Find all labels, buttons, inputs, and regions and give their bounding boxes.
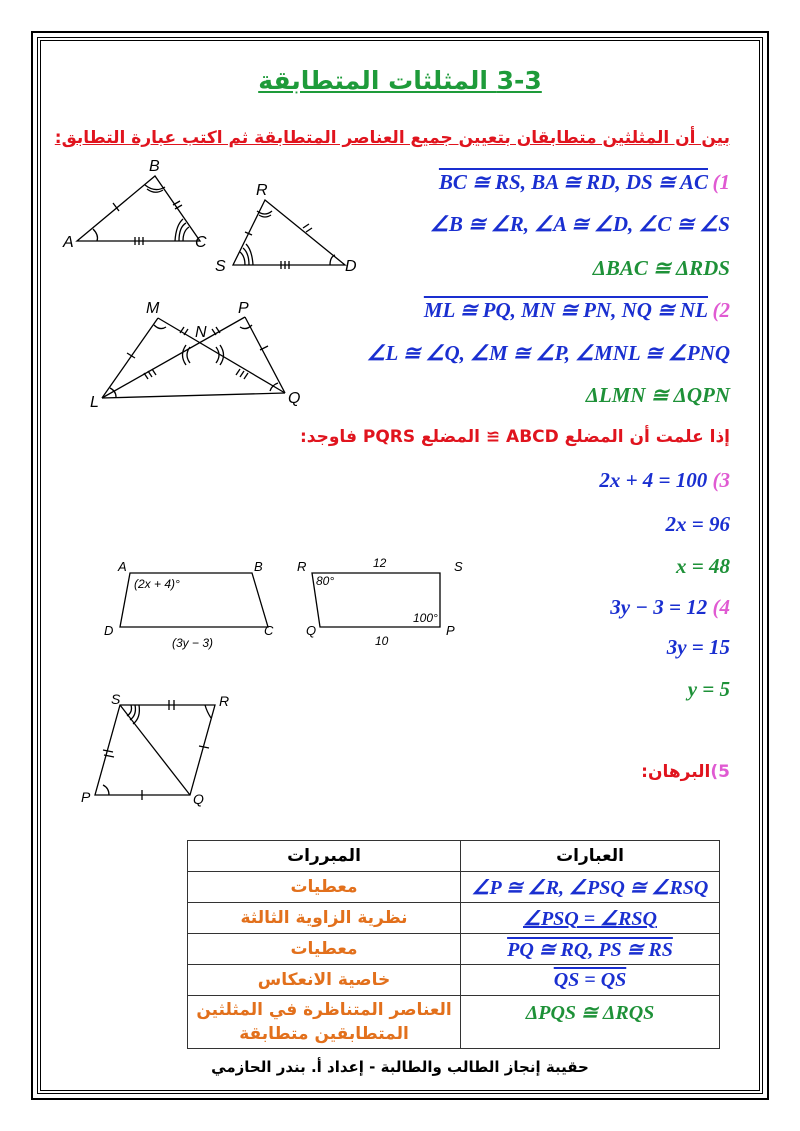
- quad1-label-D: D: [104, 623, 114, 638]
- proof-row: [188, 903, 720, 934]
- tri1-label-B: B: [149, 158, 160, 175]
- tri1-label-A: A: [63, 234, 74, 251]
- problem-3-line3: x = 48: [676, 554, 730, 578]
- fig5-label-P: P: [81, 789, 91, 805]
- proof-table-header: [188, 841, 720, 872]
- quad1-angle-label: (2x + 4)°: [134, 577, 180, 591]
- quad2-label-R: R: [297, 559, 307, 574]
- fig2-label-M: M: [146, 300, 160, 317]
- proof-reason: معطيات: [188, 934, 461, 965]
- tri2-label-D: D: [345, 258, 357, 275]
- figure-proof-5: [75, 690, 245, 810]
- quad1-label-B: B: [254, 559, 263, 574]
- problem-5-number: 5): [710, 762, 730, 782]
- fig2-label-L: L: [90, 394, 99, 411]
- proof-reason: نظرية الزاوية الثالثة: [188, 903, 461, 934]
- quad2-bottom-label: 10: [375, 634, 389, 648]
- problem-1-angles: ∠B ≅ ∠R, ∠A ≅ ∠D, ∠C ≅ ∠S: [430, 212, 730, 236]
- problem-2-statement: ΔLMN ≅ ΔQPN: [585, 383, 730, 407]
- fig5-label-S: S: [111, 691, 121, 707]
- tri2-label-R: R: [256, 182, 268, 199]
- problem-1-sides: [713, 170, 731, 195]
- fig2-label-P: P: [238, 300, 249, 317]
- quad1-label-A: A: [118, 559, 127, 574]
- figure-bowtie-2: [80, 295, 320, 415]
- instruction-text: بين أن المثلثين متطابقان بتعيين جميع العناصر المتطابقة ثم اكتب عبارة التطابق:: [54, 128, 730, 148]
- problem-4-equation: 3y − 3 = 12: [610, 595, 708, 619]
- figure-quadrilaterals: [100, 555, 480, 655]
- tri1-label-C: C: [195, 234, 207, 251]
- proof-reason: العناصر المتناظرة في المثلثين المتطابقين متطابقة: [188, 996, 461, 1049]
- problem-4-line1: [610, 595, 730, 620]
- problem-1-number: (1: [712, 170, 730, 194]
- figure-triangles-1: [55, 155, 375, 280]
- problem-1-statement: ΔBAC ≅ ΔRDS: [592, 256, 730, 280]
- proof-row: [188, 996, 720, 1049]
- page-title: 3-3 المثلثات المتطابقة: [258, 66, 542, 95]
- proof-statement: ∠PSQ = ∠RSQ: [461, 903, 720, 934]
- problem-5-heading: [641, 762, 730, 782]
- problem-2-sides: ML ≅ PQ, MN ≅ PN, NQ ≅ NL: [423, 298, 708, 322]
- problem-3-line2: 2x = 96: [665, 512, 730, 536]
- fig5-label-Q: Q: [193, 791, 204, 807]
- problem-1-sides-text: BC ≅ RS, BA ≅ RD, DS ≅ AC: [438, 170, 708, 194]
- fig2-label-Q: Q: [288, 390, 301, 407]
- proof-row: [188, 934, 720, 965]
- proof-statement: ∠P ≅ ∠R, ∠PSQ ≅ ∠RSQ: [461, 872, 720, 903]
- quad2-label-Q: Q: [306, 623, 317, 638]
- page-footer: حقيبة إنجاز الطالب والطالبة - إعداد أ. بندر الحازمي: [211, 1058, 589, 1076]
- problem-3-equation: 2x + 4 = 100: [599, 468, 708, 492]
- quad2-label-P: P: [446, 623, 455, 638]
- problem-2-number: (2: [712, 298, 730, 322]
- problem-4-line3: y = 5: [687, 677, 730, 701]
- problem-5-label: البرهان:: [641, 762, 711, 782]
- problem-2-angles: ∠L ≅ ∠Q, ∠M ≅ ∠P, ∠MNL ≅ ∠PNQ: [366, 341, 730, 365]
- given-prompt: إذا علمت أن المضلع ABCD ≅ المضلع PQRS فاوجد:: [300, 427, 730, 447]
- proof-statement: ΔPQS ≅ ΔRQS: [461, 996, 720, 1049]
- quad2-angle-R: 80°: [316, 574, 335, 588]
- problem-3-number: (3: [712, 468, 730, 492]
- proof-row: [188, 965, 720, 996]
- proof-reason: خاصية الانعكاس: [188, 965, 461, 996]
- header-reasons: المبررات: [188, 841, 461, 872]
- quad2-top-label: 12: [373, 556, 387, 570]
- tri2-label-S: S: [215, 258, 226, 275]
- proof-row: [188, 872, 720, 903]
- proof-table: [187, 840, 720, 1049]
- proof-reason: معطيات: [188, 872, 461, 903]
- quad1-side-label: (3y − 3): [172, 636, 214, 650]
- quad2-angle-P: 100°: [413, 611, 438, 625]
- fig5-label-R: R: [219, 693, 230, 709]
- quad2-label-S: S: [454, 559, 463, 574]
- quad1-label-C: C: [264, 623, 274, 638]
- proof-statement: PQ ≅ RQ, PS ≅ RS: [461, 934, 720, 965]
- problem-4-line2: 3y = 15: [666, 635, 730, 659]
- problem-4-number: (4: [712, 595, 730, 619]
- proof-statement: QS = QS: [461, 965, 720, 996]
- header-statements: العبارات: [461, 841, 720, 872]
- fig2-label-N: N: [195, 324, 207, 341]
- problem-3-line1: [599, 468, 730, 493]
